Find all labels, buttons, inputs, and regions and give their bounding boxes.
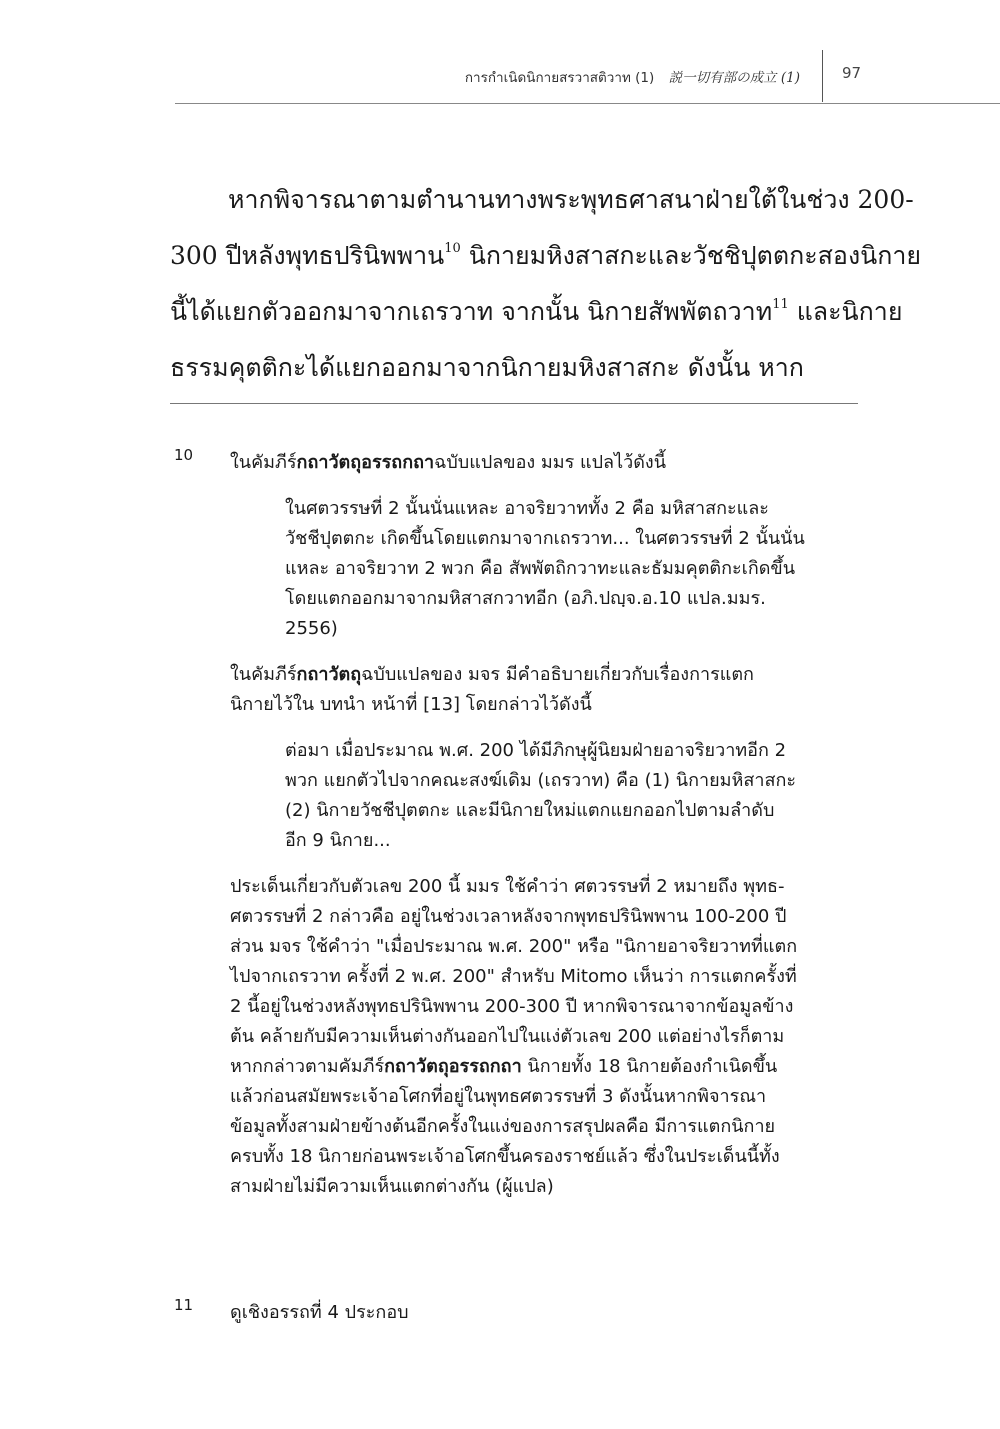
running-header [0, 60, 1000, 104]
footnote-11-text: ดูเชิงอรรถที่ 4 ประกอบ [230, 1302, 409, 1323]
footnote-number: 10 [174, 446, 194, 464]
header-rule [175, 103, 1000, 104]
footnote-number: 11 [174, 1296, 194, 1314]
footnote-body [230, 1298, 870, 1328]
page-number: 97 [842, 64, 862, 82]
footnote-ref-11[interactable]: 11 [772, 297, 789, 312]
block-quote-2: ต่อมา เมื่อประมาณ พ.ศ. 200 ได้มีภิกษุผู้นิยมฝ่ายอาจริยวาทอีก 2 พวก แยกตัวไปจากคณะสงฆ์เดิม (เถรวาท) คือ (1) นิกายมหิสาสกะ (2) นิกายวัชชีปุตตกะ และมีนิกายใหม่แตกแยกออกไปตามลำดับ อีก 9 นิกาย... [285, 740, 797, 851]
footnote-ref-10[interactable]: 10 [444, 241, 461, 256]
header-divider [822, 50, 823, 102]
running-title-japanese: 説一切有部の成立 (1) [668, 70, 800, 86]
footnote-separator [170, 403, 858, 404]
text-title-bold: กถาวัตถุ [296, 664, 362, 685]
main-line-4: ธรรมคุตติกะได้แยกออกมาจากนิกายมหิงสาสกะ ดังนั้น หาก [170, 353, 804, 382]
text-title-bold: กถาวัตถุอรรถกถา [296, 452, 435, 473]
main-line-1: หากพิจารณาตามตำนานทางพระพุทธศาสนาฝ่ายใต้ในช่วง 200- [228, 185, 914, 214]
footnote-body [230, 448, 870, 1202]
main-line-3: นี้ได้แยกตัวออกมาจากเถรวาท จากนั้น นิกายสัพพัตถวาท$^{11}$ และนิกาย [170, 297, 903, 326]
main-line-2: 300 ปีหลังพุทธปรินิพพาน$^{10}$ นิกายมหิงสาสกะและวัชชิปุตตกะสองนิกาย [170, 241, 922, 270]
block-quote-1: ในศตวรรษที่ 2 นั้นนั่นแหละ อาจริยวาททั้ง 2 คือ มหิสาสกะและ วัชชีปุตตกะ เกิดขึ้นโดยแตกมาจากเถรวาท... ในศตวรรษที่ 2 นั้นนั่น แหละ อาจริยวาท 2 พวก คือ สัพพัตถิกวาทะและธัมมคุตติกะเกิดขึ้น โดยแตกออกมาจากมหิสาสกวาทอีก (อภิ.ปญฺจ.อ.10 แปล.มมร. 2556) [285, 498, 805, 639]
text-title-bold: กถาวัตถุอรรถกถา [384, 1056, 522, 1077]
running-title [465, 66, 800, 88]
main-paragraph [170, 172, 922, 396]
footnote-intro: ในคัมภีร์กถาวัตถุอรรถกถาฉบับแปลของ มมร แปลไว้ดังนี้ [230, 452, 667, 473]
footnote-para-2: ในคัมภีร์กถาวัตถุฉบับแปลของ มจร มีคำอธิบายเกี่ยวกับเรื่องการแตก นิกายไว้ใน บทนำ หน้าที่ [13] โดยกล่าวไว้ดังนี้ [230, 664, 754, 715]
footnote-para-3: ประเด็นเกี่ยวกับตัวเลข 200 นี้ มมร ใช้คำว่า ศตวรรษที่ 2 หมายถึง พุทธ- ศตวรรษที่ 2 กล่าวคือ อยู่ในช่วงเวลาหลังจากพุทธปรินิพพาน 100-200 ปี ส่วน มจร ใช้คำว่า "เมื่อประมาณ พ.ศ. 200" หรือ "นิกายอาจริยวาทที่แตก ไปจากเถรวาท ครั้งที่ 2 พ.ศ. 200" สำหรับ Mitomo เห็นว่า การแตกครั้งที่ 2 นี้อยู่ในช่วงหลังพุทธปรินิพพาน 200-300 ปี หากพิจารณาจากข้อมูลข้าง ต้น คล้ายกับมีความเห็นต่างกันออกไปในแง่ตัวเลข 200 แต่อย่างไรก็ตาม หากกล่าวตามคัมภีร์กถาวัตถุอรรถกถา นิกายทั้ง 18 นิกายต้องกำเนิดขึ้น แล้วก่อนสมัยพระเจ้าอโศกที่อยู่ในพุทธศตวรรษที่ 3 ดังนั้นหากพิจารณา ข้อมูลทั้งสามฝ่ายข้างต้นอีกครั้งในแง่ของการสรุปผลคือ มีการแตกนิกาย ครบทั้ง 18 นิกายก่อนพระเจ้าอโศกขึ้นครองราชย์แล้ว ซึ่งในประเด็นนี้ทั้ง สามฝ่ายไม่มีความเห็นแตกต่างกัน (ผู้แปล) [230, 876, 798, 1197]
running-title-thai: การกำเนิดนิกายสรวาสติวาท (1) [464, 70, 655, 86]
